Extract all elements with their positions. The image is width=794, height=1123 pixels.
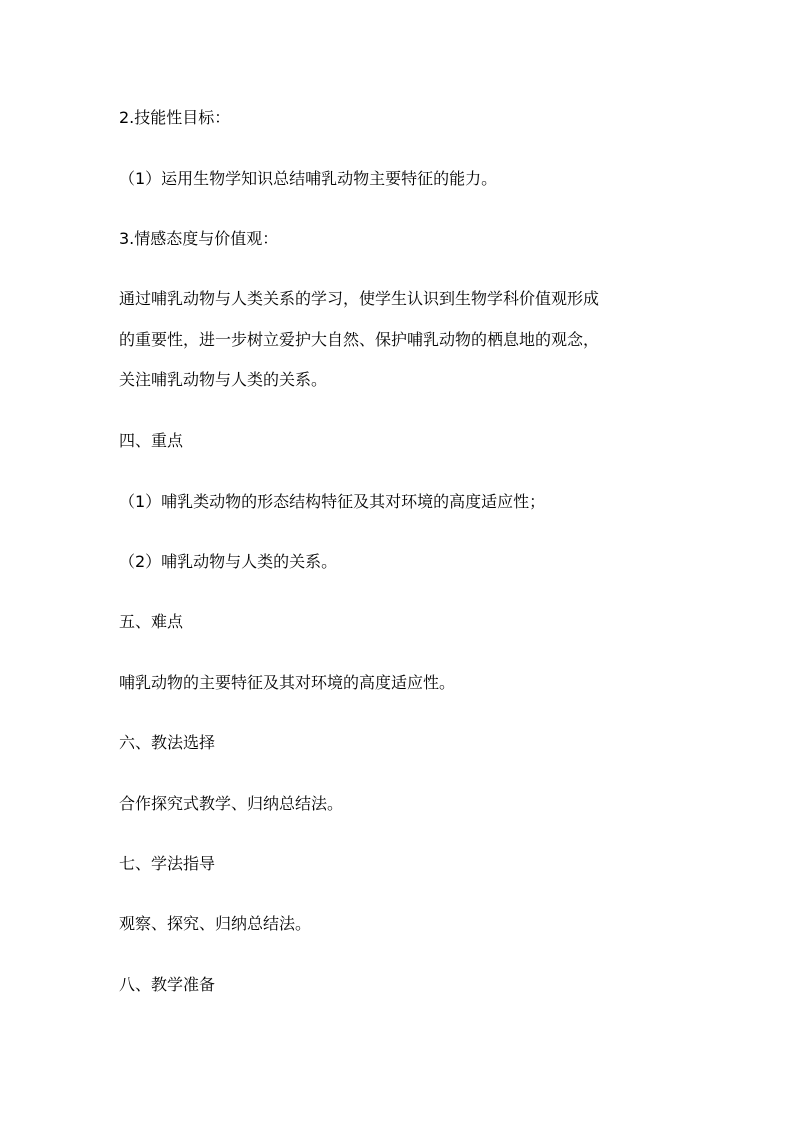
skill-objective-heading: 2.技能性目标： [119,108,231,127]
teaching-method-text: 合作探究式教学、归纳总结法。 [119,794,344,813]
attitude-values-paragraph-line-1: 通过哺乳动物与人类关系的学习，使学生认识到生物学科价值观形成 [119,289,600,308]
key-point-item-2: （2）哺乳动物与人类的关系。 [119,552,338,571]
learning-guidance-text: 观察、探究、归纳总结法。 [119,914,312,933]
attitude-values-paragraph-line-2: 的重要性，进一步树立爱护大自然、保护哺乳动物的栖息地的观念， [119,330,600,349]
skill-objective-item-1: （1）运用生物学知识总结哺乳动物主要特征的能力。 [119,169,498,188]
difficulty-heading: 五、难点 [119,612,184,631]
teaching-method-heading: 六、教法选择 [119,733,216,752]
attitude-values-heading: 3.情感态度与价值观： [119,229,279,248]
teaching-preparation-heading: 八、教学准备 [119,975,216,994]
key-points-heading: 四、重点 [119,431,184,450]
difficulty-text: 哺乳动物的主要特征及其对环境的高度适应性。 [119,673,456,692]
learning-guidance-heading: 七、学法指导 [119,854,216,873]
attitude-values-paragraph-line-3: 关注哺乳动物与人类的关系。 [119,370,328,389]
key-point-item-1: （1）哺乳类动物的形态结构特征及其对环境的高度适应性； [119,492,546,511]
